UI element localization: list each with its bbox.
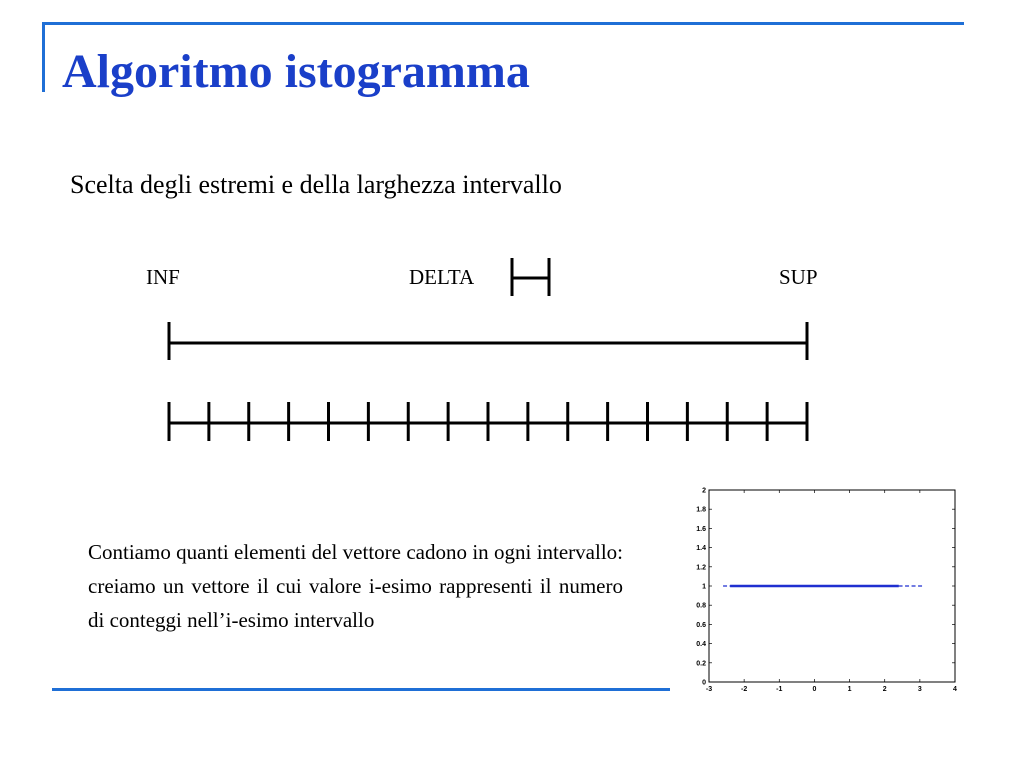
y-tick-label: 0.2 [696, 660, 706, 668]
range-line [169, 322, 807, 360]
slide-subtitle: Scelta degli estremi e della larghezza intervallo [70, 170, 562, 199]
subdivided-line [169, 402, 807, 441]
y-tick-label: 1.6 [696, 525, 706, 533]
y-tick-label: 0.6 [696, 621, 706, 629]
histogram-plot [696, 488, 957, 694]
y-tick-label: 1.8 [696, 506, 706, 514]
y-tick-label: 0.4 [696, 641, 706, 649]
x-tick-label: -3 [705, 686, 713, 693]
delta-bracket [512, 258, 549, 296]
x-tick-label: -2 [741, 686, 748, 693]
y-tick-label: 0 [702, 679, 706, 687]
x-tick-label: 0 [812, 686, 817, 693]
delta-label: DELTA [409, 265, 475, 289]
y-tick-label: 2 [702, 487, 706, 495]
x-tick-label: 4 [953, 686, 957, 693]
y-tick-label: 0.8 [696, 602, 706, 610]
slide-title: Algoritmo istogramma [62, 45, 530, 98]
x-tick-label: -1 [776, 686, 783, 693]
x-tick-label: 1 [847, 686, 852, 693]
x-tick-label: 2 [882, 686, 887, 693]
x-tick-label: 3 [917, 686, 922, 693]
sup-label: SUP [779, 265, 818, 289]
inf-label: INF [146, 265, 180, 289]
y-tick-label: 1.4 [696, 545, 706, 553]
y-tick-label: 1 [702, 583, 706, 591]
bottom-accent-rule [52, 688, 670, 691]
body-text: Contiamo quanti elementi del vettore cadono in ogni intervallo: creiamo un vettore il cui valore i-esimo rappresenti il numero di conteggi nell’i-esimo intervallo [88, 540, 623, 632]
y-tick-label: 1.2 [696, 564, 706, 572]
